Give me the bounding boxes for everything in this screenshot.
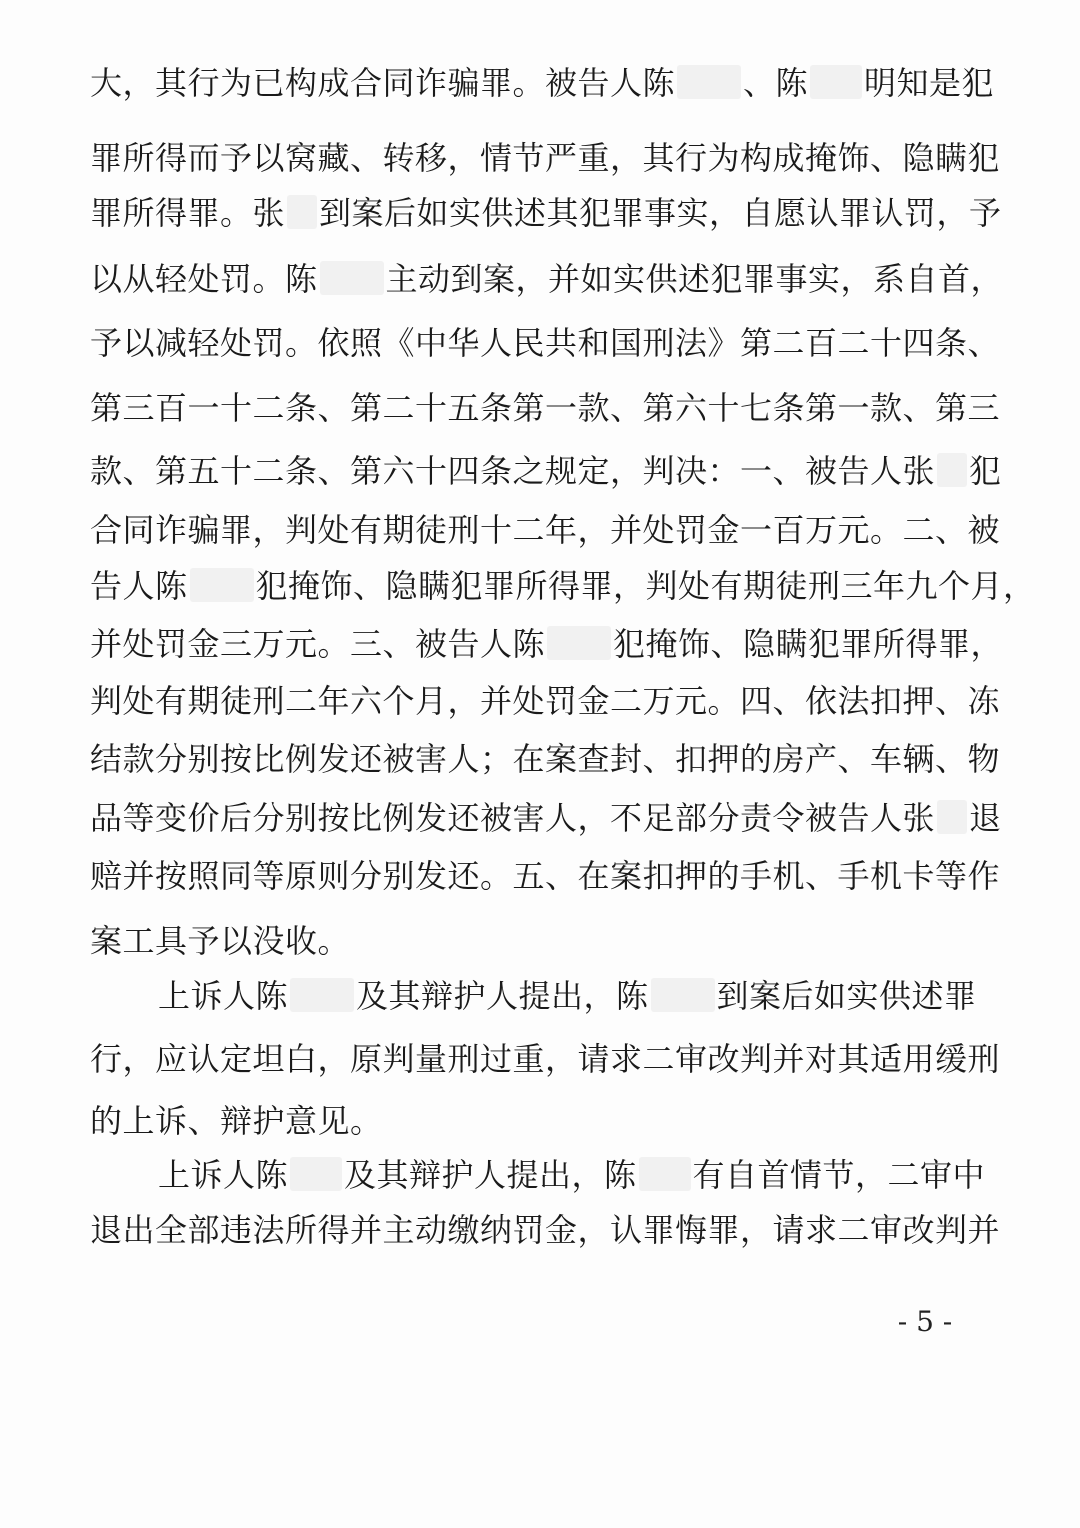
text-line: 赔并按照同等原则分别发还。五、在案扣押的手机、手机卡等作 bbox=[90, 857, 1001, 895]
redaction-block bbox=[287, 195, 317, 229]
text-line: 告人陈 犯掩饰、隐瞒犯罪所得罪，判处有期徒刑三年九个月， bbox=[90, 567, 1036, 605]
text-line: 上诉人陈 及其辩护人提出，陈 有自首情节，二审中 bbox=[158, 1156, 986, 1194]
redaction-block bbox=[639, 1157, 691, 1191]
redaction-block bbox=[320, 261, 384, 295]
redaction-block bbox=[810, 65, 862, 99]
text-line: 的上诉、辩护意见。 bbox=[90, 1102, 383, 1140]
redaction-block bbox=[547, 626, 611, 660]
text-line: 品等变价后分别按比例发还被害人，不足部分责令被告人张 退 bbox=[90, 799, 1002, 837]
text-line: 行，应认定坦白，原判量刑过重，请求二审改判并对其适用缓刑 bbox=[90, 1040, 1001, 1078]
text-line: 上诉人陈 及其辩护人提出，陈 到案后如实供述罪 bbox=[158, 977, 977, 1015]
text-line: 第三百一十二条、第二十五条第一款、第六十七条第一款、第三 bbox=[90, 389, 1001, 427]
redaction-block bbox=[937, 453, 967, 487]
text-line: 罪所得罪。张 到案后如实供述其犯罪事实，自愿认罪认罚，予 bbox=[90, 194, 1002, 232]
redaction-block bbox=[190, 568, 254, 602]
text-line: 判处有期徒刑二年六个月，并处罚金二万元。四、依法扣押、冻 bbox=[90, 682, 1001, 720]
redaction-block bbox=[677, 65, 741, 99]
text-line: 并处罚金三万元。三、被告人陈 犯掩饰、隐瞒犯罪所得罪， bbox=[90, 625, 1004, 663]
redaction-block bbox=[937, 800, 967, 834]
redaction-block bbox=[651, 978, 715, 1012]
redaction-block bbox=[290, 978, 354, 1012]
redaction-block bbox=[290, 1157, 342, 1191]
text-line: 大，其行为已构成合同诈骗罪。被告人陈 、陈 明知是犯 bbox=[90, 64, 995, 102]
text-line: 予以减轻处罚。依照《中华人民共和国刑法》第二百二十四条、 bbox=[90, 324, 1001, 362]
text-line: 款、第五十二条、第六十四条之规定，判决：一、被告人张 犯 bbox=[90, 452, 1002, 490]
text-line: 以从轻处罚。陈 主动到案，并如实供述犯罪事实，系自首， bbox=[90, 260, 1004, 298]
text-line: 罪所得而予以窝藏、转移，情节严重，其行为构成掩饰、隐瞒犯 bbox=[90, 139, 1001, 177]
page-number: - 5 - bbox=[897, 1305, 953, 1338]
text-line: 案工具予以没收。 bbox=[90, 922, 351, 960]
text-line: 合同诈骗罪，判处有期徒刑十二年，并处罚金一百万元。二、被 bbox=[90, 511, 1001, 549]
text-line: 退出全部违法所得并主动缴纳罚金，认罪悔罪，请求二审改判并 bbox=[90, 1211, 1001, 1249]
text-line: 结款分别按比例发还被害人；在案查封、扣押的房产、车辆、物 bbox=[90, 740, 1001, 778]
